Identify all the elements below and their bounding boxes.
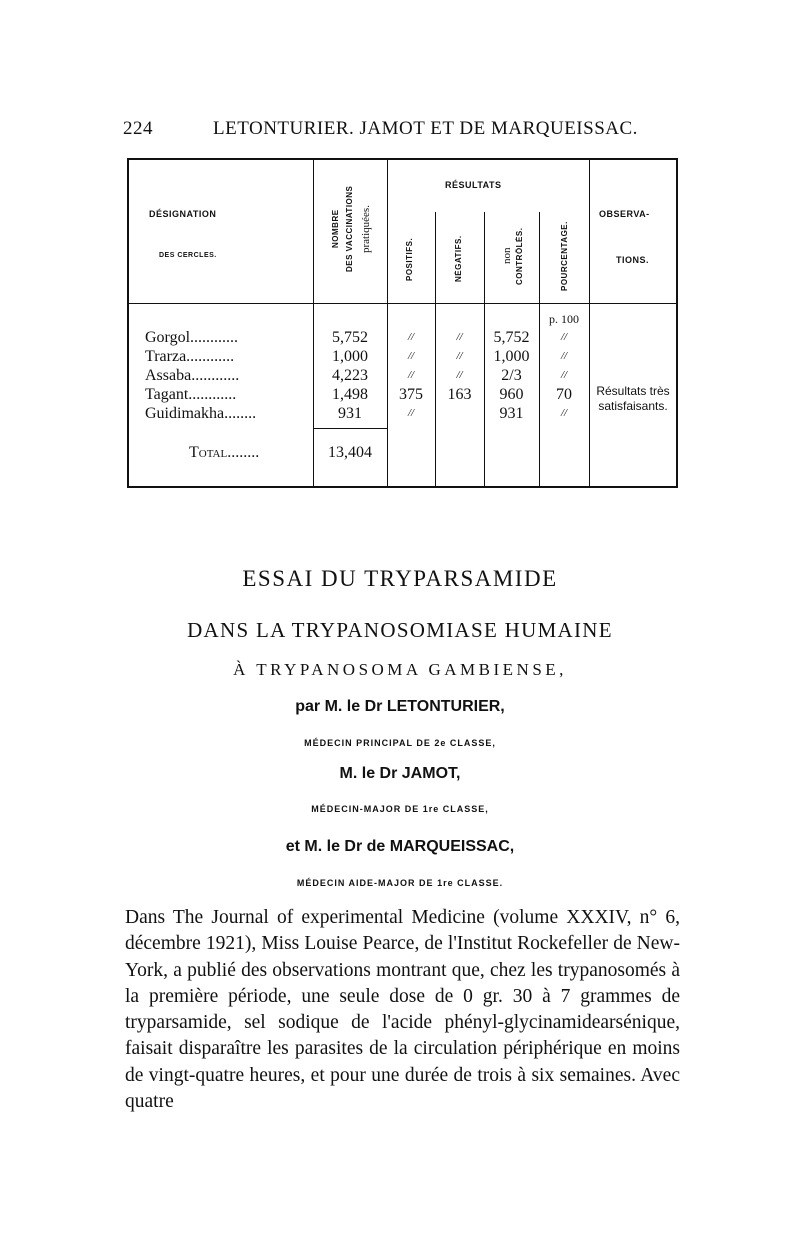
row-positifs: // (407, 331, 415, 343)
row-pourcentage: 70 (556, 386, 572, 403)
row-name: Gorgol............ (145, 329, 239, 346)
col-rule (387, 160, 388, 486)
page-number: 224 (123, 118, 153, 139)
article-subtitle-2: À TRYPANOSOMA GAMBIENSE, (233, 660, 567, 679)
author-1-role: MÉDECIN PRINCIPAL DE 2e CLASSE, (304, 738, 496, 748)
header-nombre: NOMBRE (331, 209, 340, 249)
row-negatifs: 163 (447, 386, 472, 403)
observation-text (590, 384, 676, 414)
author-3: et M. le Dr de MARQUEISSAC, (285, 838, 515, 855)
row-non-controles: 5,752 (493, 329, 530, 346)
row-nombre: 1,498 (332, 386, 368, 403)
header-resultats: RÉSULTATS (445, 180, 502, 190)
row-non-controles: 931 (499, 405, 524, 422)
article-title: ESSAI DU TRYPARSAMIDE (242, 566, 558, 591)
row-negatifs: // (456, 350, 463, 362)
unit-percent: p. 100 (549, 312, 579, 326)
author-2-role: MÉDECIN-MAJOR DE 1re CLASSE, (311, 804, 489, 814)
total-label: Total........ (189, 444, 260, 461)
row-nombre: 5,752 (332, 329, 368, 346)
statistics-table (127, 158, 678, 488)
row-non-controles: 1,000 (493, 348, 530, 365)
header-negatifs: NÉGATIFS. (454, 235, 463, 283)
row-positifs: // (407, 369, 415, 381)
running-title: LETONTURIER. JAMOT ET DE MARQUEISSAC. (213, 118, 638, 139)
row-pourcentage: // (560, 407, 568, 419)
row-pourcentage: // (560, 369, 568, 381)
article-subtitle: DANS LA TRYPANOSOMIASE HUMAINE (187, 618, 613, 642)
header-non: non (501, 247, 513, 265)
col-rule (313, 160, 314, 486)
row-negatifs: // (456, 369, 463, 381)
author-2: M. le Dr JAMOT, (339, 765, 461, 782)
row-nombre: 4,223 (332, 367, 368, 384)
row-name: Tagant............ (145, 386, 237, 403)
row-positifs: // (407, 407, 415, 419)
header-designation: DÉSIGNATION (149, 209, 217, 219)
row-non-controles: 960 (499, 386, 524, 403)
row-name: Trarza............ (145, 348, 235, 365)
header-controles: CONTRÔLÉS. (515, 227, 524, 285)
total-value: 13,404 (328, 444, 372, 461)
header-nombre-sub2: pratiquées. (360, 205, 372, 253)
observation-line: Résultats très (596, 384, 670, 398)
col-rule (589, 160, 590, 486)
row-nombre: 931 (338, 405, 362, 422)
author-3-role: MÉDECIN AIDE-MAJOR DE 1re CLASSE. (296, 878, 504, 888)
body-paragraph: Dans The Journal of experimental Medicine (volume XXXIV, n° 6, décembre 1921), Miss Louise Pearce, de l'Institut Rockefeller de New-York, a publié des observations montrant que, chez les trypanosomés à la première période, une seule dose de 0 gr. 30 à 7 grammes de tryparsamide, sel sodique de l'acide phényl-glycinamidearsénique, faisait disparaître les parasites de la circulation périphérique en moins de vingt-quatre heures, et pour une durée de trois à six semaines. Avec quatre (125, 907, 680, 1113)
row-name: Guidimakha........ (145, 405, 257, 422)
observation-line: satisfaisants. (598, 399, 668, 413)
total-rule (313, 428, 387, 429)
header-designation-sub: DES CERCLES. (159, 252, 217, 259)
row-name: Assaba............ (145, 367, 240, 384)
header-nombre-sub: DES VACCINATIONS (345, 185, 354, 273)
row-negatifs: // (456, 331, 463, 343)
header-positifs: POSITIFS. (405, 237, 414, 281)
header-observations-sub: TIONS. (616, 255, 650, 265)
row-nombre: 1,000 (332, 348, 368, 365)
row-non-controles: 2/3 (501, 367, 522, 384)
row-positifs: // (407, 350, 415, 362)
header-observations: OBSERVA- (599, 209, 650, 219)
row-pourcentage: // (560, 331, 568, 343)
header-rule (129, 303, 676, 304)
row-positifs: 375 (399, 386, 423, 403)
row-pourcentage: // (560, 350, 568, 362)
author-1: par M. le Dr LETONTURIER, (295, 698, 505, 715)
header-pourcentage: POURCENTAGE. (560, 221, 569, 291)
